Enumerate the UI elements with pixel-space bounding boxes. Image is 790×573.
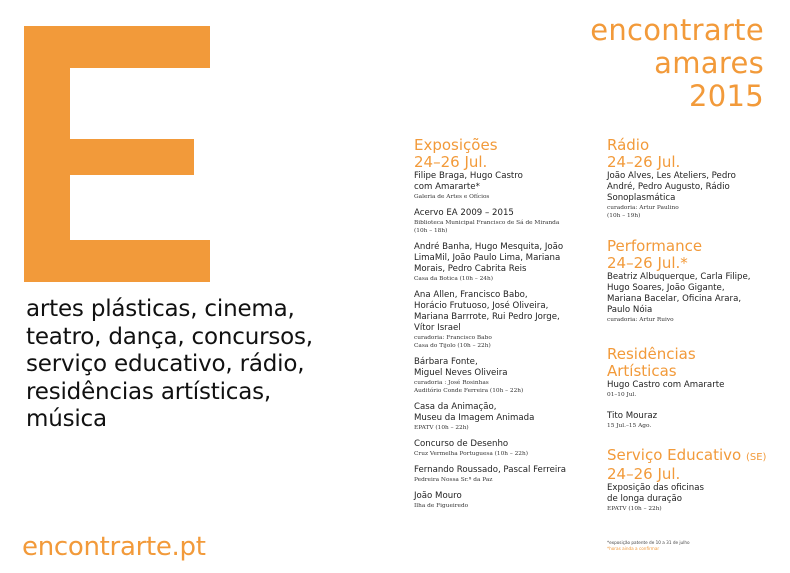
exhibit-venue: Galeria de Artes e Ofícios (414, 194, 490, 200)
exhibit-names: Vítor Israel (414, 323, 461, 333)
exhibit-names: Horácio Frutuoso, José Oliveira, (414, 301, 549, 311)
radio-names: André, Pedro Augusto, Rádio (607, 182, 730, 192)
performance-names: Hugo Soares, João Gigante, (607, 283, 725, 293)
main-line: música (26, 406, 107, 432)
exhibit-names: Fernando Roussado, Pascal Ferreira (414, 465, 567, 475)
footnotes (607, 540, 690, 552)
main-disciplines-text (26, 296, 386, 434)
exhibit-names: André Banha, Hugo Mesquita, João (414, 242, 564, 252)
logo-bottom-bar (24, 240, 210, 282)
radio-curator: curadoria: Artur Paulino (607, 205, 679, 211)
main-line: artes plásticas, cinema, (26, 296, 295, 322)
performance-names: Mariana Bacelar, Oficina Arara, (607, 294, 742, 304)
residencias-title: Artísticas (607, 362, 677, 380)
radio-hours: (10h – 19h) (607, 213, 641, 219)
footnote-exhibit: *exposição patente de 10 a 31 de julho (607, 540, 690, 545)
exhibit-names: Ana Allen, Francisco Babo, (414, 290, 528, 300)
main-line: serviço educativo, rádio, (26, 351, 305, 377)
exhibit-hours: (10h – 18h) (414, 228, 448, 234)
exhibit-venue: Auditório Conde Ferreira (10h – 22h) (414, 388, 524, 394)
website-link[interactable]: encontrarte.pt (22, 532, 206, 562)
big-e-logo (24, 26, 210, 282)
residencias-title: Residências (607, 345, 696, 363)
brand-line: amares (654, 46, 764, 80)
exhibit-names: João Mouro (414, 491, 462, 501)
exhibit-names: Museu da Imagem Animada (414, 413, 535, 423)
exposicoes-section (414, 137, 594, 517)
performance-names: Beatriz Albuquerque, Carla Filipe, (607, 272, 751, 282)
exhibit-item (414, 439, 594, 458)
exhibit-item (414, 242, 594, 283)
exhibit-item (414, 290, 594, 350)
exhibit-venue: Cruz Vermelha Portuguesa (10h – 22h) (414, 451, 528, 457)
radio-dates: 24–26 Jul. (607, 153, 681, 171)
servico-names: Exposição das oficinas (607, 483, 704, 493)
radio-names: Sonoplasmática (607, 193, 676, 203)
exhibit-names: Concurso de Desenho (414, 439, 509, 449)
radio-title: Rádio (607, 136, 650, 154)
exhibit-names: Miguel Neves Oliveira (414, 368, 508, 378)
main-line: residências artísticas, (26, 378, 272, 405)
residency-item (607, 380, 782, 399)
exhibit-venue: Ilha de Figueiredo (414, 503, 469, 509)
exhibit-venue: Pedreira Nossa Sr.ª da Paz (414, 477, 493, 483)
exhibit-curator: curadoria: Francisco Babo (414, 335, 492, 341)
exhibit-venue: Casa da Botica (10h – 24h) (414, 276, 493, 282)
brand-line: encontrarte (590, 13, 764, 47)
exhibit-names: LimaMil, João Paulo Lima, Mariana (414, 253, 561, 263)
residency-item (607, 411, 782, 430)
exposicoes-title: Exposições (414, 136, 498, 154)
footnote-hours: *horas ainda a confirmar (607, 546, 660, 551)
residencias-section (607, 346, 782, 430)
exhibit-venue: Casa do Tijolo (10h – 22h) (414, 343, 491, 349)
residency-dates: 01–10 Jul. (607, 392, 637, 398)
servico-venue: EPATV (10h – 22h) (607, 506, 662, 512)
radio-names: João Alves, Les Ateliers, Pedro (607, 171, 736, 181)
performance-section (607, 238, 782, 324)
servico-section (607, 447, 787, 513)
exhibit-item (414, 171, 594, 201)
main-line: teatro, dança, concursos, (26, 323, 313, 350)
exhibit-curator: curadoria : José Rosinhas (414, 380, 489, 386)
exhibit-names: Filipe Braga, Hugo Castro (414, 171, 523, 181)
logo-top-bar (24, 26, 210, 68)
exhibit-item (414, 465, 594, 484)
performance-dates: 24–26 Jul.* (607, 254, 688, 272)
performance-title: Performance (607, 237, 703, 255)
brand-line: 2015 (688, 79, 764, 113)
brand-title (590, 14, 764, 113)
performance-curator: curadoria: Artur Ruivo (607, 317, 674, 323)
exhibit-names: Acervo EA 2009 – 2015 (414, 208, 514, 218)
exhibit-names: Casa da Animação, (414, 402, 497, 412)
exhibit-item (414, 208, 594, 235)
exhibit-names: Bárbara Fonte, (414, 357, 478, 367)
logo-middle-bar (24, 139, 194, 175)
exhibit-names: Morais, Pedro Cabrita Reis (414, 264, 527, 274)
servico-names: de longa duração (607, 494, 682, 504)
radio-section (607, 137, 782, 220)
exposicoes-dates: 24–26 Jul. (414, 153, 488, 171)
exhibit-item (414, 402, 594, 432)
servico-dates: 24–26 Jul. (607, 465, 681, 483)
exhibit-names: com Amararte* (414, 182, 480, 192)
residency-dates: 15 Jul.–15 Ago. (607, 423, 652, 429)
exhibit-item (414, 357, 594, 395)
servico-title-text: Serviço Educativo (607, 446, 742, 464)
residency-name: Hugo Castro com Amararte (607, 380, 725, 390)
residency-name: Tito Mouraz (607, 411, 658, 421)
exhibit-venue: EPATV (10h – 22h) (414, 425, 469, 431)
exhibit-item (414, 491, 594, 510)
performance-names: Paulo Nóia (607, 305, 653, 315)
exhibit-names: Mariana Barrrote, Rui Pedro Jorge, (414, 312, 560, 322)
servico-title (607, 447, 787, 466)
exhibit-venue: Biblioteca Municipal Francisco de Sá de Miranda (414, 220, 560, 226)
servico-abbr: (SE) (745, 452, 767, 463)
